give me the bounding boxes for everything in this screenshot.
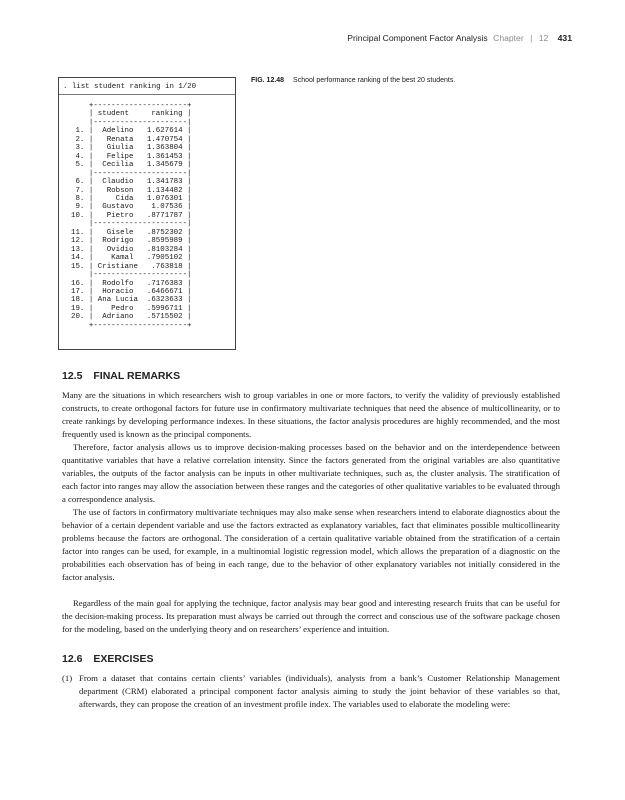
running-head-separator: | bbox=[530, 33, 533, 43]
exercise-text: From a dataset that contains certain clients’ variables (individuals), analysts from a bank’s Customer Relationship Management department (CRM) elaborated a principal component factor analysis aiming to study the joint behavior of these variables so that, afterwards, they can propose the creation of an investment profile index. The variables used to elaborate the modeling were: bbox=[79, 673, 560, 710]
running-head-chapter-word: Chapter bbox=[493, 33, 524, 43]
stata-command-divider bbox=[59, 94, 235, 95]
paragraph: Regardless of the main goal for applying the technique, factor analysis may bear good and interesting research fruits that can be useful for the decision-making process. Its preparation must always be carried out through the correct and conscious use of the software package chosen for the modeling, based on the underlying theory and on researchers’ experience and intuition. bbox=[62, 598, 560, 635]
page-number: 431 bbox=[557, 33, 572, 43]
paragraph: Many are the situations in which researchers wish to group variables in one or more factors, to verify the validity of previously established constructs, to create orthogonal factors for future use in confirmatory multivariate techniques that need the absence of multicollinearity, or to create rankings by developing performance indexes. In these situations, the factor analysis procedures are highly recommended, and the most frequently used is known as the principal components. bbox=[62, 390, 560, 440]
paragraph: The use of factors in confirmatory multivariate techniques may also make sense when researchers intend to elaborate diagnostics about the behavior of a certain dependent variable and use the factors extracted as explanatory variables, fact that eliminates possible multicollinearity problems because the factors are orthogonal. The consideration of a certain qualitative variable obtained from the stratification of a certain factor into ranges can be used, for example, in a multinomial logistic regression model, which allows the preparation of a diagnostic on the probabilities each observation has of being in each range, due to the behavior of other explanatory variables not initially considered in the factor analysis. bbox=[62, 507, 560, 583]
running-head bbox=[347, 33, 572, 43]
section-number: 12.6 bbox=[62, 653, 83, 665]
section-number: 12.5 bbox=[62, 370, 83, 382]
figure-caption bbox=[251, 77, 455, 84]
stata-command: . list student ranking in 1/20 bbox=[63, 83, 197, 91]
exercise-item bbox=[62, 672, 560, 711]
figure-caption-text: School performance ranking of the best 20 students. bbox=[293, 77, 456, 84]
section-heading-final-remarks bbox=[62, 370, 180, 382]
section-heading-exercises bbox=[62, 653, 153, 665]
running-head-title: Principal Component Factor Analysis bbox=[347, 33, 488, 43]
section-title: FINAL REMARKS bbox=[93, 370, 181, 382]
figure-label: FIG. 12.48 bbox=[251, 77, 285, 84]
running-head-chapter-number: 12 bbox=[538, 33, 549, 43]
ranking-table: +---------------------+ | student ranking | |---------------------| 1. | Adelino 1.627614 | 2. | Renata 1.470754 | 3. | Giulia 1.363804 | 4. | Felipe 1.361453 | 5. | Cecilia 1.345679 | |---------------------| 6. | Claudio 1.341783 | 7. | Robson 1.134482 | 8. | Cida 1.076301 | 9. | Gustavo 1.07536 | 10. | Pietro .8771787 | |---------------------| 11. | Gisele .8752302 | 12. | Rodrigo .8595989 | 13. | Ovidio .8103284 | 14. | Kamal .7905102 | 15. | Cristiane .763818 | |---------------------| 16. | Rodolfo .7176383 | 17. | Horacio .6466671 | 18. | Ana Lucia .6323633 | 19. | Pedro .5996711 | 20. | Adriano .5715502 | +---------------------+ bbox=[71, 102, 192, 330]
stata-output-figure bbox=[58, 77, 236, 350]
exercise-marker: (1) bbox=[62, 673, 73, 683]
section-title: EXERCISES bbox=[93, 653, 154, 665]
paragraph: Therefore, factor analysis allows us to improve decision-making processes based on the behavior and on the interdependence between quantitative variables that have a relative correlation intensity. Since the factors generated from the original variables are also quantitative variables, the outputs of the factor analysis can be inputs in other multivariate techniques, such as, the cluster analysis. The stratification of each factor into ranges may allow the association between these ranges and the categories of other qualitative variables to be evaluated through a correspondence analysis. bbox=[62, 442, 560, 505]
